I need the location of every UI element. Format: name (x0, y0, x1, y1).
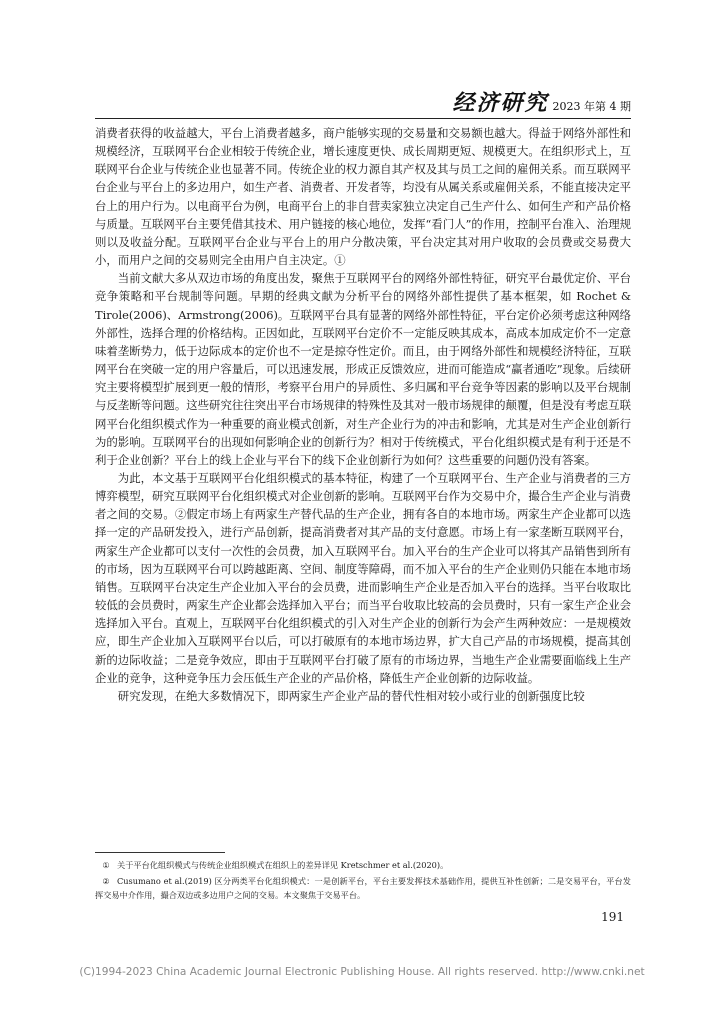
body-paragraph: 研究发现，在绝大多数情况下，即两家生产企业产品的替代性相对较小或行业的创新强度比较 (117, 688, 585, 703)
page-number: 191 (601, 910, 624, 924)
footnote (95, 858, 631, 872)
journal-issue: 2023 年第 4 期 (552, 100, 631, 113)
running-header (95, 80, 631, 119)
copyright-notice: (C)1994-2023 China Academic Journal Electronic Publishing House. All rights reserved. http://www.cnki.net (79, 966, 645, 978)
footnote (95, 874, 631, 902)
footnote-divider (95, 852, 225, 853)
footnote-mark: ① (102, 860, 110, 870)
footnote-mark: ② (102, 876, 110, 886)
journal-logo: 经济研究 (452, 90, 549, 116)
journal-masthead (453, 86, 632, 117)
body-paragraph: 消费者获得的收益越大，平台上消费者越多，商户能够实现的交易量和交易额也越大。得益于网络外部性和规模经济，互联网平台企业相较于传统企业，增长速度更快、成长周期更短、规模更大。在组织形式上，互联网平台企业与传统企业也显著不同。传统企业的权力源自其产权及其与员工之间的雇佣关系。而互联网平台企业与平台上的多边用户，如生产者、消费者、开发者等，均没有从属关系或雇佣关系，不能直接决定平台上的用户行为。以电商平台为例，电商平台上的非自营卖家独立决定自己生产什么、如何生产和产品价格与质量。互联网平台主要凭借其技术、用户链接的核心地位，发挥“看门人”的作用，控制平台准入、治理规则以及收益分配。互联网平台企业与平台上的用户分散决策，平台决定其对用户收取的会员费或交易费大小，而用户之间的交易则完全由用户自主决定。① (95, 126, 631, 268)
body-paragraph: 为此，本文基于互联网平台化组织模式的基本特征，构建了一个互联网平台、生产企业与消费者的三方博弈模型，研究互联网平台化组织模式对企业创新的影响。互联网平台作为交易中介，撮合生产企业与消费者之间的交易。②假定市场上有两家生产替代品的生产企业，拥有各自的本地市场。两家生产企业都可以选择一定的产品研发投入，进行产品创新，提高消费者对其产品的支付意愿。市场上有一家垄断互联网平台，两家生产企业都可以支付一次性的会员费，加入互联网平台。加入平台的生产企业可以将其产品销售到所有的市场，因为互联网平台可以跨越距离、空间、制度等障碍，而不加入平台的生产企业则仍只能在本地市场销售。互联网平台决定生产企业加入平台的会员费，进而影响生产企业是否加入平台的选择。当平台收取比较低的会员费时，两家生产企业都会选择加入平台；而当平台收取比较高的会员费时，只有一家生产企业会选择加入平台。直观上，互联网平台化组织模式的引入对生产企业的创新行为会产生两种效应：一是规模效应，即生产企业加入互联网平台以后，可以打破原有的本地市场边界，扩大自己产品的市场规模，提高其创新的边际收益；二是竞争效应，即由于互联网平台打破了原有的市场边界，当地生产企业需要面临线上生产企业的竞争，这种竞争压力会压低生产企业的产品价格，降低生产企业创新的边际收益。 (95, 470, 631, 685)
body-paragraph: 当前文献大多从双边市场的角度出发，聚焦于互联网平台的网络外部性特征，研究平台最优定价、平台竞争策略和平台规制等问题。早期的经典文献为分析平台的网络外部性提供了基本框架，如 Rochet & Tirole(2006)、Armstrong(2006)。互联网平台具有显著的网络外部性特征，平台定价必须考虑这种网络外部性，选择合理的价格结构。正因如此，互联网平台定价不一定能反映其成本，高成本加成定价不一定意味着垄断势力，低于边际成本的定价也不一定是掠夺性定价。而且，由于网络外部性和规模经济特征，互联网平台在突破一定的用户容量后，可以迅速发展，形成正反馈效应，进而可能造成“赢者通吃”现象。后续研究主要将模型扩展到更一般的情形，考察平台用户的异质性、多归属和平台竞争等因素的影响以及平台规制与反垄断等问题。这些研究往往突出平台市场规律的特殊性及其对一般市场规律的颠覆，但是没有考虑互联网平台化组织模式作为一种重要的商业模式创新，对生产企业行为的冲击和影响，尤其是对生产企业创新行为的影响。互联网平台的出现如何影响企业的创新行为？相对于传统模式，平台化组织模式是有利于还是不利于企业创新？平台上的线上企业与平台下的线下企业创新行为如何？这些重要的问题仍没有答案。 (95, 271, 632, 467)
footnote-text: Cusumano et al.(2019) 区分两类平台化组织模式：一是创新平台，平台主要发挥技术基础作用，提供互补性创新；二是交易平台，平台发挥交易中介作用，撮合双边或多边用户之间的交易。本文聚焦于交易平台。 (95, 876, 631, 900)
footnote-text: 关于平台化组织模式与传统企业组织模式在组织上的差异详见 Kretschmer et al.(2020)。 (117, 860, 449, 870)
article-body (95, 124, 631, 705)
footnotes (95, 858, 631, 904)
